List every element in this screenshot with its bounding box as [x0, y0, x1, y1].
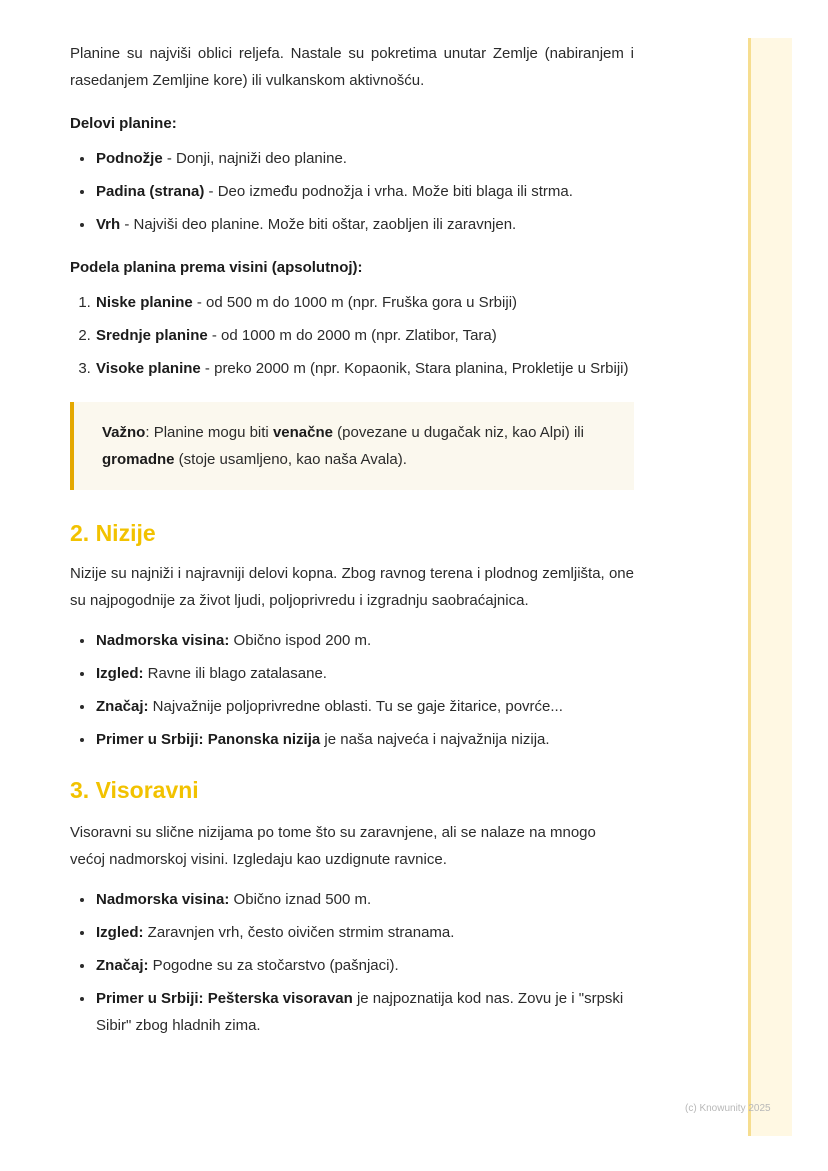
nizije-paragraph: Nizije su najniži i najravniji delovi kopna. Zbog ravnog terena i plodnog zemljišta, one su najpogodnije za život ljudi, poljoprivredu i izgradnju saobraćajnica. — [70, 565, 634, 609]
intro-paragraph: Planine su najviši oblici reljefa. Nastale su pokretima unutar Zemlje (nabiranjem i rasedanjem Zemljine kore) ili vulkanskom aktivnošću. — [70, 45, 634, 89]
list-item: 1. Niske planine - od 500 m do 1000 m (npr. Fruška gora u Srbiji) — [95, 289, 634, 316]
sidebar-divider — [748, 38, 751, 1136]
nizije-list — [70, 627, 634, 753]
list-item: • Nadmorska visina: Obično ispod 200 m. — [95, 627, 634, 654]
list-item: • Primer u Srbiji: Pešterska visoravan je najpoznatija kod nas. Zovu je i "srpski Sibir" zbog hladnih zima. — [95, 985, 634, 1039]
list-item: • Nadmorska visina: Obično iznad 500 m. — [95, 886, 634, 913]
list-item: • Primer u Srbiji: Panonska nizija je naša najveća i najvažnija nizija. — [95, 726, 634, 753]
list-item: • Značaj: Najvažnije poljoprivredne oblasti. Tu se gaje žitarice, povrće... — [95, 693, 634, 720]
list-item: 2. Srednje planine - od 1000 m do 2000 m (npr. Zlatibor, Tara) — [95, 322, 634, 349]
important-callout — [70, 402, 634, 490]
callout-text: Važno: Planine mogu biti venačne (povezane u dugačak niz, kao Alpi) ili gromadne (stoje usamljeno, kao naša Avala). — [102, 424, 584, 468]
visoravni-paragraph: Visoravni su slične nizijama po tome što su zaravnjene, ali se nalaze na mnogo većoj nadmorskoj visini. Izgledaju kao uzdignute ravnice. — [70, 824, 596, 868]
list-item: • Izgled: Ravne ili blago zatalasane. — [95, 660, 634, 687]
parts-heading: Delovi planine: — [70, 115, 177, 132]
list-item: 3. Visoke planine - preko 2000 m (npr. Kopaonik, Stara planina, Prokletije u Srbiji) — [95, 355, 634, 382]
list-item: • Vrh - Najviši deo planine. Može biti oštar, zaobljen ili zaravnjen. — [95, 211, 634, 238]
division-list — [70, 289, 634, 382]
sidebar-panel — [748, 38, 792, 1136]
list-item: • Izgled: Zaravnjen vrh, često oivičen strmim stranama. — [95, 919, 634, 946]
parts-list — [70, 145, 634, 238]
list-item: • Podnožje - Donji, najniži deo planine. — [95, 145, 634, 172]
copyright-footer: (c) Knowunity 2025 — [685, 1103, 771, 1114]
list-item: • Padina (strana) - Deo između podnožja i vrha. Može biti blaga ili strma. — [95, 178, 634, 205]
document-content — [70, 40, 634, 1039]
visoravni-list — [70, 886, 634, 1039]
list-item: • Značaj: Pogodne su za stočarstvo (pašnjaci). — [95, 952, 634, 979]
section-title-nizije: 2. Nizije — [70, 520, 156, 546]
division-heading: Podela planina prema visini (apsolutnoj): — [70, 259, 363, 276]
section-title-visoravni: 3. Visoravni — [70, 777, 199, 803]
